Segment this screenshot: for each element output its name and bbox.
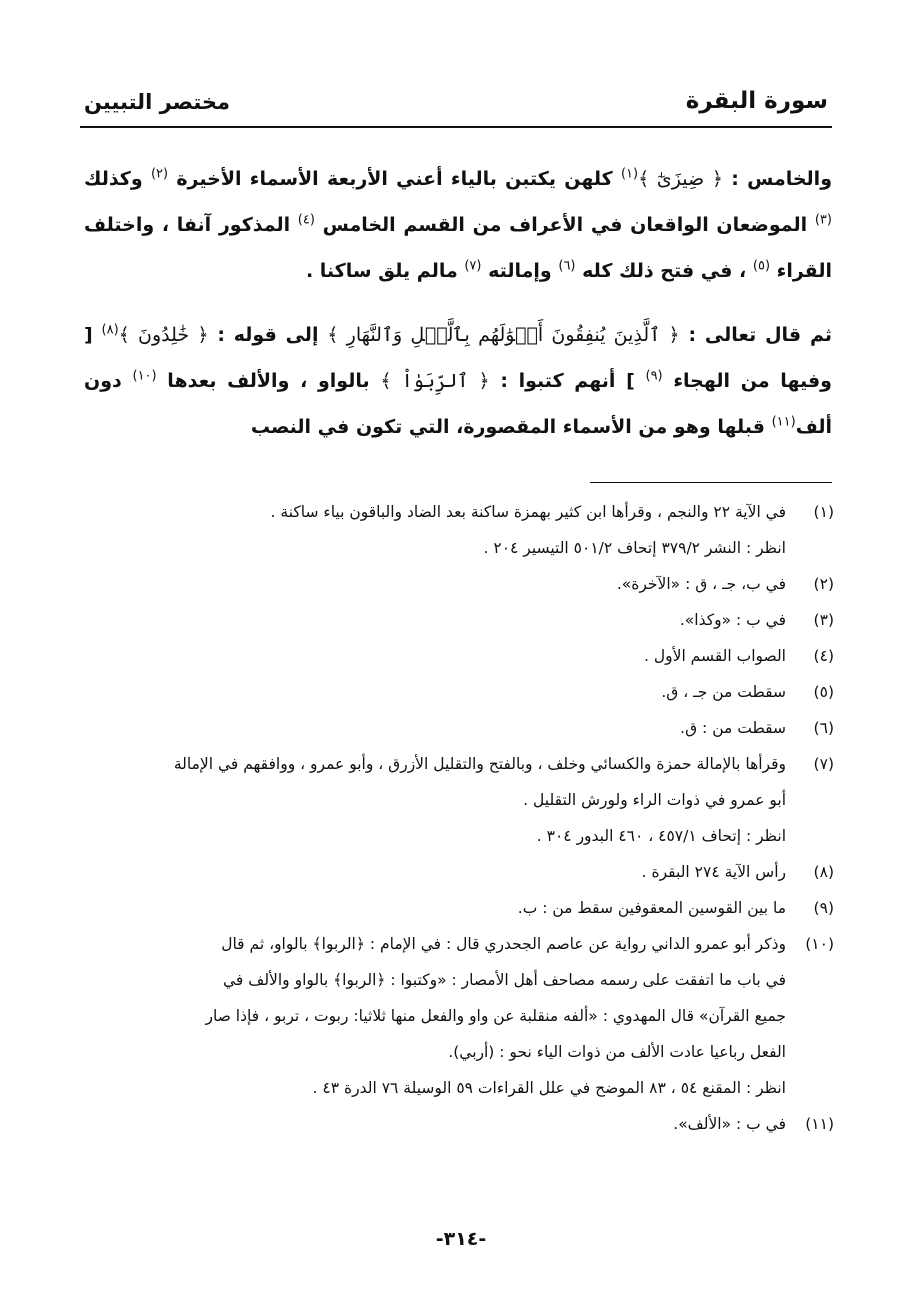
footnote-ref: (٥): [752, 258, 771, 274]
text-run: وإمالته: [481, 260, 559, 282]
footnote-line: الصواب القسم الأول .: [644, 647, 786, 665]
footnote-ref: (٣): [814, 212, 832, 228]
paragraph-2: [84, 312, 832, 450]
footnote-ref: (٤): [297, 212, 315, 228]
quran-quote: ﴿ ٱلَّذِينَ يُنفِقُونَ أَمۡوَٰلَهُم بِٱلَّيۡلِ وَٱلنَّهَارِ ﴾: [327, 324, 680, 346]
text-run: الموضعان الواقعان في الأعراف من القسم الخامس: [314, 214, 815, 236]
footnote: [84, 746, 834, 854]
text-run: كلهن يكتبن بالياء أعني الأربعة الأسماء الأخيرة: [168, 168, 621, 190]
text-run: مالم يلق ساكنا .: [305, 260, 465, 282]
footnote-line: في ب : «وكذا».: [679, 611, 786, 629]
text-run: [ وفيها من الهجاء: [84, 324, 832, 392]
text-run: المذكور آنفا ، واختلف القراء: [84, 214, 832, 282]
footnote-ref: (٦): [558, 258, 576, 274]
quran-quote: ﴿ خَٰلِدُونَ ﴾: [118, 324, 209, 346]
footnote-number: (١١): [805, 1115, 834, 1133]
footnote-number: (٢): [813, 575, 834, 593]
footnote-number: (٣): [813, 611, 834, 629]
footnote: [84, 890, 834, 926]
footnote-number: (١٠): [805, 935, 834, 953]
text-run: ثم قال تعالى :: [679, 324, 832, 346]
footnote-ref: (١): [620, 166, 639, 182]
footnotes: [84, 494, 834, 1142]
footnote: [84, 1106, 834, 1142]
footnote-ref: (١١): [771, 414, 796, 430]
footnote: [84, 710, 834, 746]
footnote-line: انظر : النشر ٣٧٩/٢ إتحاف ٥٠١/٢ التيسير ٢٠٤ .: [483, 539, 786, 557]
text-run: بالواو ، والألف بعدها: [156, 370, 381, 392]
footnote: [84, 602, 834, 638]
footnote-line: في الآية ٢٢ والنجم ، وقرأها ابن كثير بهمزة ساكنة بعد الضاد والباقون بياء ساكنة .: [270, 503, 786, 521]
page-number: -٣١٤-: [435, 1228, 487, 1250]
footnote-line: سقطت من جـ ، ق.: [661, 683, 786, 701]
quran-quote: ﴿ ضِيزَىٰٓ ﴾: [638, 168, 723, 190]
footnote-separator: [590, 482, 832, 483]
footnote-line: ما بين القوسين المعقوفين سقط من : ب.: [517, 899, 786, 917]
footnote-line: سقطت من : ق.: [680, 719, 786, 737]
footnote-number: (٨): [813, 863, 834, 881]
footnote-line: في ب، جـ ، ق : «الآخرة».: [616, 575, 786, 593]
text-run: وكذلك: [84, 168, 151, 190]
footnote-line: انظر : إتحاف ٤٥٧/١ ، ٤٦٠ البدور ٣٠٤ .: [536, 827, 786, 845]
footnote-line: أبو عمرو في ذوات الراء ولورش التقليل .: [523, 791, 786, 809]
quran-quote: ﴿ ٱلرِّبَوٰاْ ﴾: [380, 370, 490, 392]
footnote-number: (٦): [813, 719, 834, 737]
footnote-ref: (٩): [645, 368, 663, 384]
footnote: [84, 926, 834, 1106]
footnote-ref: (٢): [150, 166, 169, 182]
text-run: ] أنهم كتبوا :: [489, 370, 646, 392]
footnote-line: الفعل رباعيا عادت الألف من ذوات الياء نحو : (أربي).: [448, 1043, 786, 1061]
footnote-line: في باب ما اتفقت على رسمه مصاحف أهل الأمصار : «وكتبوا : ﴿الربوا﴾ بالواو والألف في: [223, 971, 786, 989]
footnote-ref: (٨): [101, 322, 119, 338]
text-run: قبلها وهو من الأسماء المقصورة، التي تكون في النصب: [250, 416, 772, 438]
footnote: [84, 854, 834, 890]
running-header: [80, 88, 832, 128]
footnote-ref: (١٠): [132, 368, 157, 384]
text-run: إلى قوله :: [208, 324, 328, 346]
footnote-line: وقرأها بالإمالة حمزة والكسائي وخلف ، وبالفتح والتقليل الأزرق ، وأبو عمرو ، ووافقهم في الإمالة: [173, 755, 786, 773]
footnote-line: جميع القرآن» قال المهدوي : «ألفه منقلبة عن واو والفعل منها ثلاثيا: ربوت ، تربو ، فإذا صار: [205, 1007, 786, 1025]
main-text: [84, 156, 832, 450]
footnote-line: وذكر أبو عمرو الداني رواية عن عاصم الجحدري قال : في الإمام : ﴿الربوا﴾ بالواو، ثم قال: [221, 935, 786, 953]
footnote-number: (٥): [813, 683, 834, 701]
footnote-number: (٩): [813, 899, 834, 917]
footnote-ref: (٧): [464, 258, 482, 274]
text-run: ، في فتح ذلك كله: [575, 260, 753, 282]
footnote-number: (٤): [813, 647, 834, 665]
footnote: [84, 494, 834, 566]
footnote-line: في ب : «الألف».: [673, 1115, 786, 1133]
footnote-line: انظر : المقنع ٥٤ ، ٨٣ الموضح في علل القراءات ٥٩ الوسيلة ٧٦ الدرة ٤٣ .: [312, 1079, 786, 1097]
text-run: دون ألف: [84, 370, 832, 438]
footnote-line: رأس الآية ٢٧٤ البقرة .: [641, 863, 786, 881]
text-run: والخامس :: [722, 168, 832, 190]
footnote: [84, 638, 834, 674]
paragraph-1: [84, 156, 832, 294]
surah-title: سورة البقرة: [685, 88, 828, 114]
footnote: [84, 566, 834, 602]
footnote-number: (١): [813, 503, 834, 521]
book-title: مختصر التبيين: [84, 90, 231, 114]
footnote: [84, 674, 834, 710]
footnote-number: (٧): [813, 755, 834, 773]
